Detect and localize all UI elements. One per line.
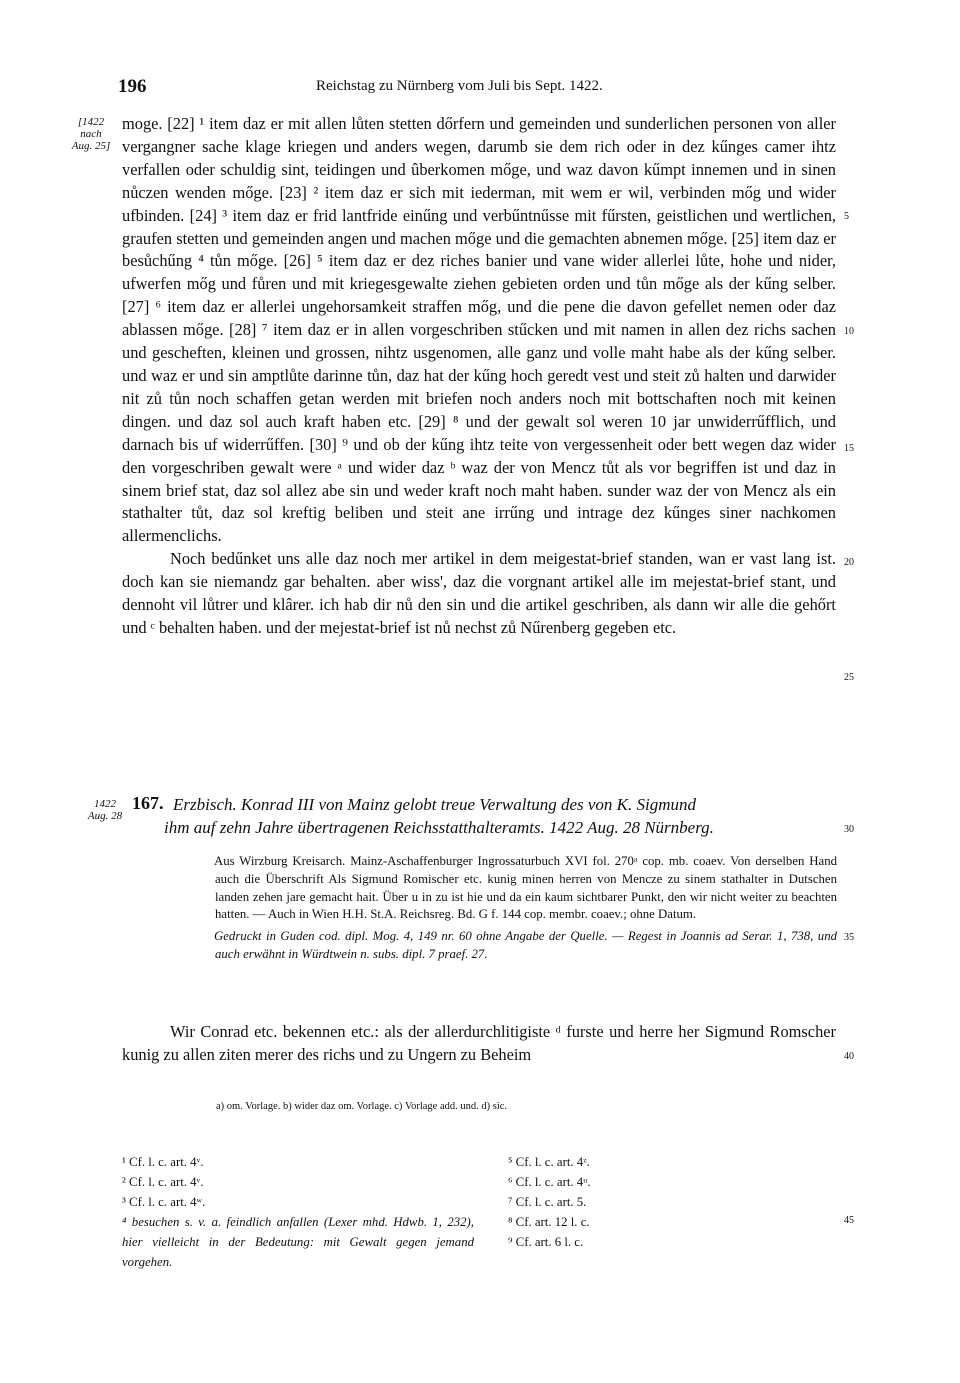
source-note: Aus Wirzburg Kreisarch. Mainz-Aschaffenburger Ingrossaturbuch XVI fol. 270ᵃ cop. mb. coaev. Von derselben Hand auch die Überschrift Als Sigmund Romischer etc. kunig minen herren von Mencze zu sinem stathalter in Dutschen landen zehen jare gemacht hait. Über u in zu ist hie und da ein kaum sichtbarer Punkt, den wir nicht weiter zu beachten hatten. — Auch in Wien H.H. St.A. Reichsreg. Bd. G f. 144 cop. membr. coaev.; ohne Datum. bbox=[214, 854, 837, 922]
line-number: 20 bbox=[844, 557, 854, 568]
line-number: 45 bbox=[844, 1215, 854, 1226]
margin-date-top bbox=[62, 116, 120, 152]
line-number: 5 bbox=[844, 211, 849, 222]
line-number: 10 bbox=[844, 326, 854, 337]
section-title bbox=[164, 793, 838, 839]
body-paragraph: Noch bedűnket uns alle daz noch mer artikel in dem meigestat-brief standen, wan er vast lang ist. doch kan sie niemandz gar behalten. aber wiss', daz die vorgnant artikel alle im mejestat-brief stant, und dennoht vil lůtrer und klârer. ich hab dir nů den sin und die artikel geschriben, als dann wir alle die gehőrt und ᶜ behalten haben. und der mejestat-brief ist nů nechst zů Nűrenberg gegeben etc. bbox=[122, 549, 836, 637]
variant-notes: a) om. Vorlage. b) wider daz om. Vorlage. c) Vorlage add. und. d) sic. bbox=[216, 1101, 508, 1112]
source-notes bbox=[215, 853, 837, 968]
footnotes-right bbox=[508, 1152, 708, 1252]
running-title: Reichstag zu Nürnberg vom Juli bis Sept. 1422. bbox=[316, 78, 603, 94]
margin-date-line: 1422 bbox=[94, 798, 116, 810]
line-number: 35 bbox=[844, 932, 854, 943]
section-title-line: ihm auf zehn Jahre übertragenen Reichsstatthalteramts. 1422 Aug. 28 Nürnberg. bbox=[164, 818, 714, 837]
footnote: ⁹ Cf. art. 6 l. c. bbox=[508, 1235, 584, 1249]
margin-date-line: nach bbox=[80, 128, 102, 140]
footnote: ⁴ besuchen s. v. a. feindlich anfallen (Lexer mhd. Hdwb. 1, 232), hier vielleicht in der Bedeutung: mit Gewalt gegen jemand vorgehen. bbox=[122, 1215, 474, 1269]
footnotes-left bbox=[122, 1152, 474, 1272]
print-note: Gedruckt in Guden cod. dipl. Mog. 4, 149 nr. 60 ohne Angabe der Quelle. — Regest in Joannis ad Serar. 1, 738, und auch erwähnt in Würdtwein n. subs. dipl. 7 praef. 27. bbox=[214, 929, 837, 961]
margin-date-section bbox=[80, 798, 130, 822]
document-intro-text: Wir Conrad etc. bekennen etc.: als der allerdurchlitigiste ᵈ furste und herre her Sigmund Romscher kunig zu allen ziten merer des richs und zu Ungern zu Beheim bbox=[122, 1022, 836, 1064]
line-number: 25 bbox=[844, 672, 854, 683]
margin-date-line: Aug. 25] bbox=[71, 140, 111, 152]
document-intro bbox=[122, 1020, 836, 1066]
footnote: ⁵ Cf. l. c. art. 4ᶻ. bbox=[508, 1155, 590, 1169]
page-number: 196 bbox=[118, 76, 147, 97]
margin-date-line: Aug. 28 bbox=[87, 810, 123, 822]
body-paragraph: moge. [22] ¹ item daz er mit allen lůten stetten dőrfern und gemeinden und sunderlichen personen von aller vergangner sache klage kriegen und anders wegen, darumb sie dem rich oder in dez kűnges camer ihtz verfallen oder schuldig sint, teidingen und ûberkomen mőge, und waz davon kűmpt innemen und in sinen nůczen wenden mőge. [23] ² item daz er sich mit iederman, mit wem er wil, verbinden mőg und wider ufbinden. [24] ³ item daz er frid lantfride einűng und verbűntnűsse mit fűrsten, geistlichen und wertlichen, graufen stetten und gemeinden angen und machen mőge und die gemachten abnemen mőge. [25] item daz er besůchűng ⁴ tůn mőge. [26] ⁵ item daz er dez riches banier und vane wider allerlei lůte, hohe und nider, ufwerfen mőg und fůren und mit kriegesgewalte ziehen gebieten orden und tůn mőge als der kűng selber. [27] ⁶ item daz er allerlei ungehorsamkeit straffen mőg, und die pene die davon gefellet nemen oder daz ablassen mőge. [28] ⁷ item daz er in allen vorgeschriben stűcken und mit namen in allen dez richs sachen und gescheften, kleinen und grossen, nihtz usgenomen, alle ganz und volle maht habe als der kűng selber. und waz er und sin amptlůte darinne tůn, daz hat der kűng hoch geredt vest und steit zů halten und darwider nit zů tůn noch schaffen getan werden mit briefen noch anders noch mit bottschaften noch mit keinen dingen. und daz sol auch kraft haben etc. [29] ⁸ und der gewalt sol weren 10 jar unwiderrűfflich, und darnach bis uf widerrűffen. [30] ⁹ und ob der kűng ihtz teite von vergessenheit oder bett wegen daz wider den vorgeschriben gewalt were ᵃ und wider daz ᵇ waz der von Mencz tůt als vor begriffen ist und daz in sinem brief stat, daz sol allez abe sin und weder kraft noch maht haben. sunder waz der von Mencz als ein stathalter tůt, daz sol kreftig beliben und steit ane irrűng und intrage dez kűnges siner nachkomen allermenclichs. bbox=[122, 114, 836, 546]
line-number: 15 bbox=[844, 443, 854, 454]
line-number: 40 bbox=[844, 1051, 854, 1062]
footnote: ⁶ Cf. l. c. art. 4ᵘ. bbox=[508, 1175, 591, 1189]
footnote: ³ Cf. l. c. art. 4ʷ. bbox=[122, 1195, 206, 1209]
line-number: 30 bbox=[844, 824, 854, 835]
section-title-line: Erzbisch. Konrad III von Mainz gelobt treue Verwaltung des von K. Sigmund bbox=[173, 795, 697, 814]
section-number: 167. bbox=[132, 793, 164, 813]
footnote: ⁷ Cf. l. c. art. 5. bbox=[508, 1195, 587, 1209]
footnote: ⁸ Cf. art. 12 l. c. bbox=[508, 1215, 590, 1229]
footnote: ¹ Cf. l. c. art. 4ᵛ. bbox=[122, 1155, 204, 1169]
margin-date-line: [1422 bbox=[77, 116, 105, 128]
footnote: ² Cf. l. c. art. 4ᵛ. bbox=[122, 1175, 204, 1189]
main-text bbox=[122, 113, 836, 640]
